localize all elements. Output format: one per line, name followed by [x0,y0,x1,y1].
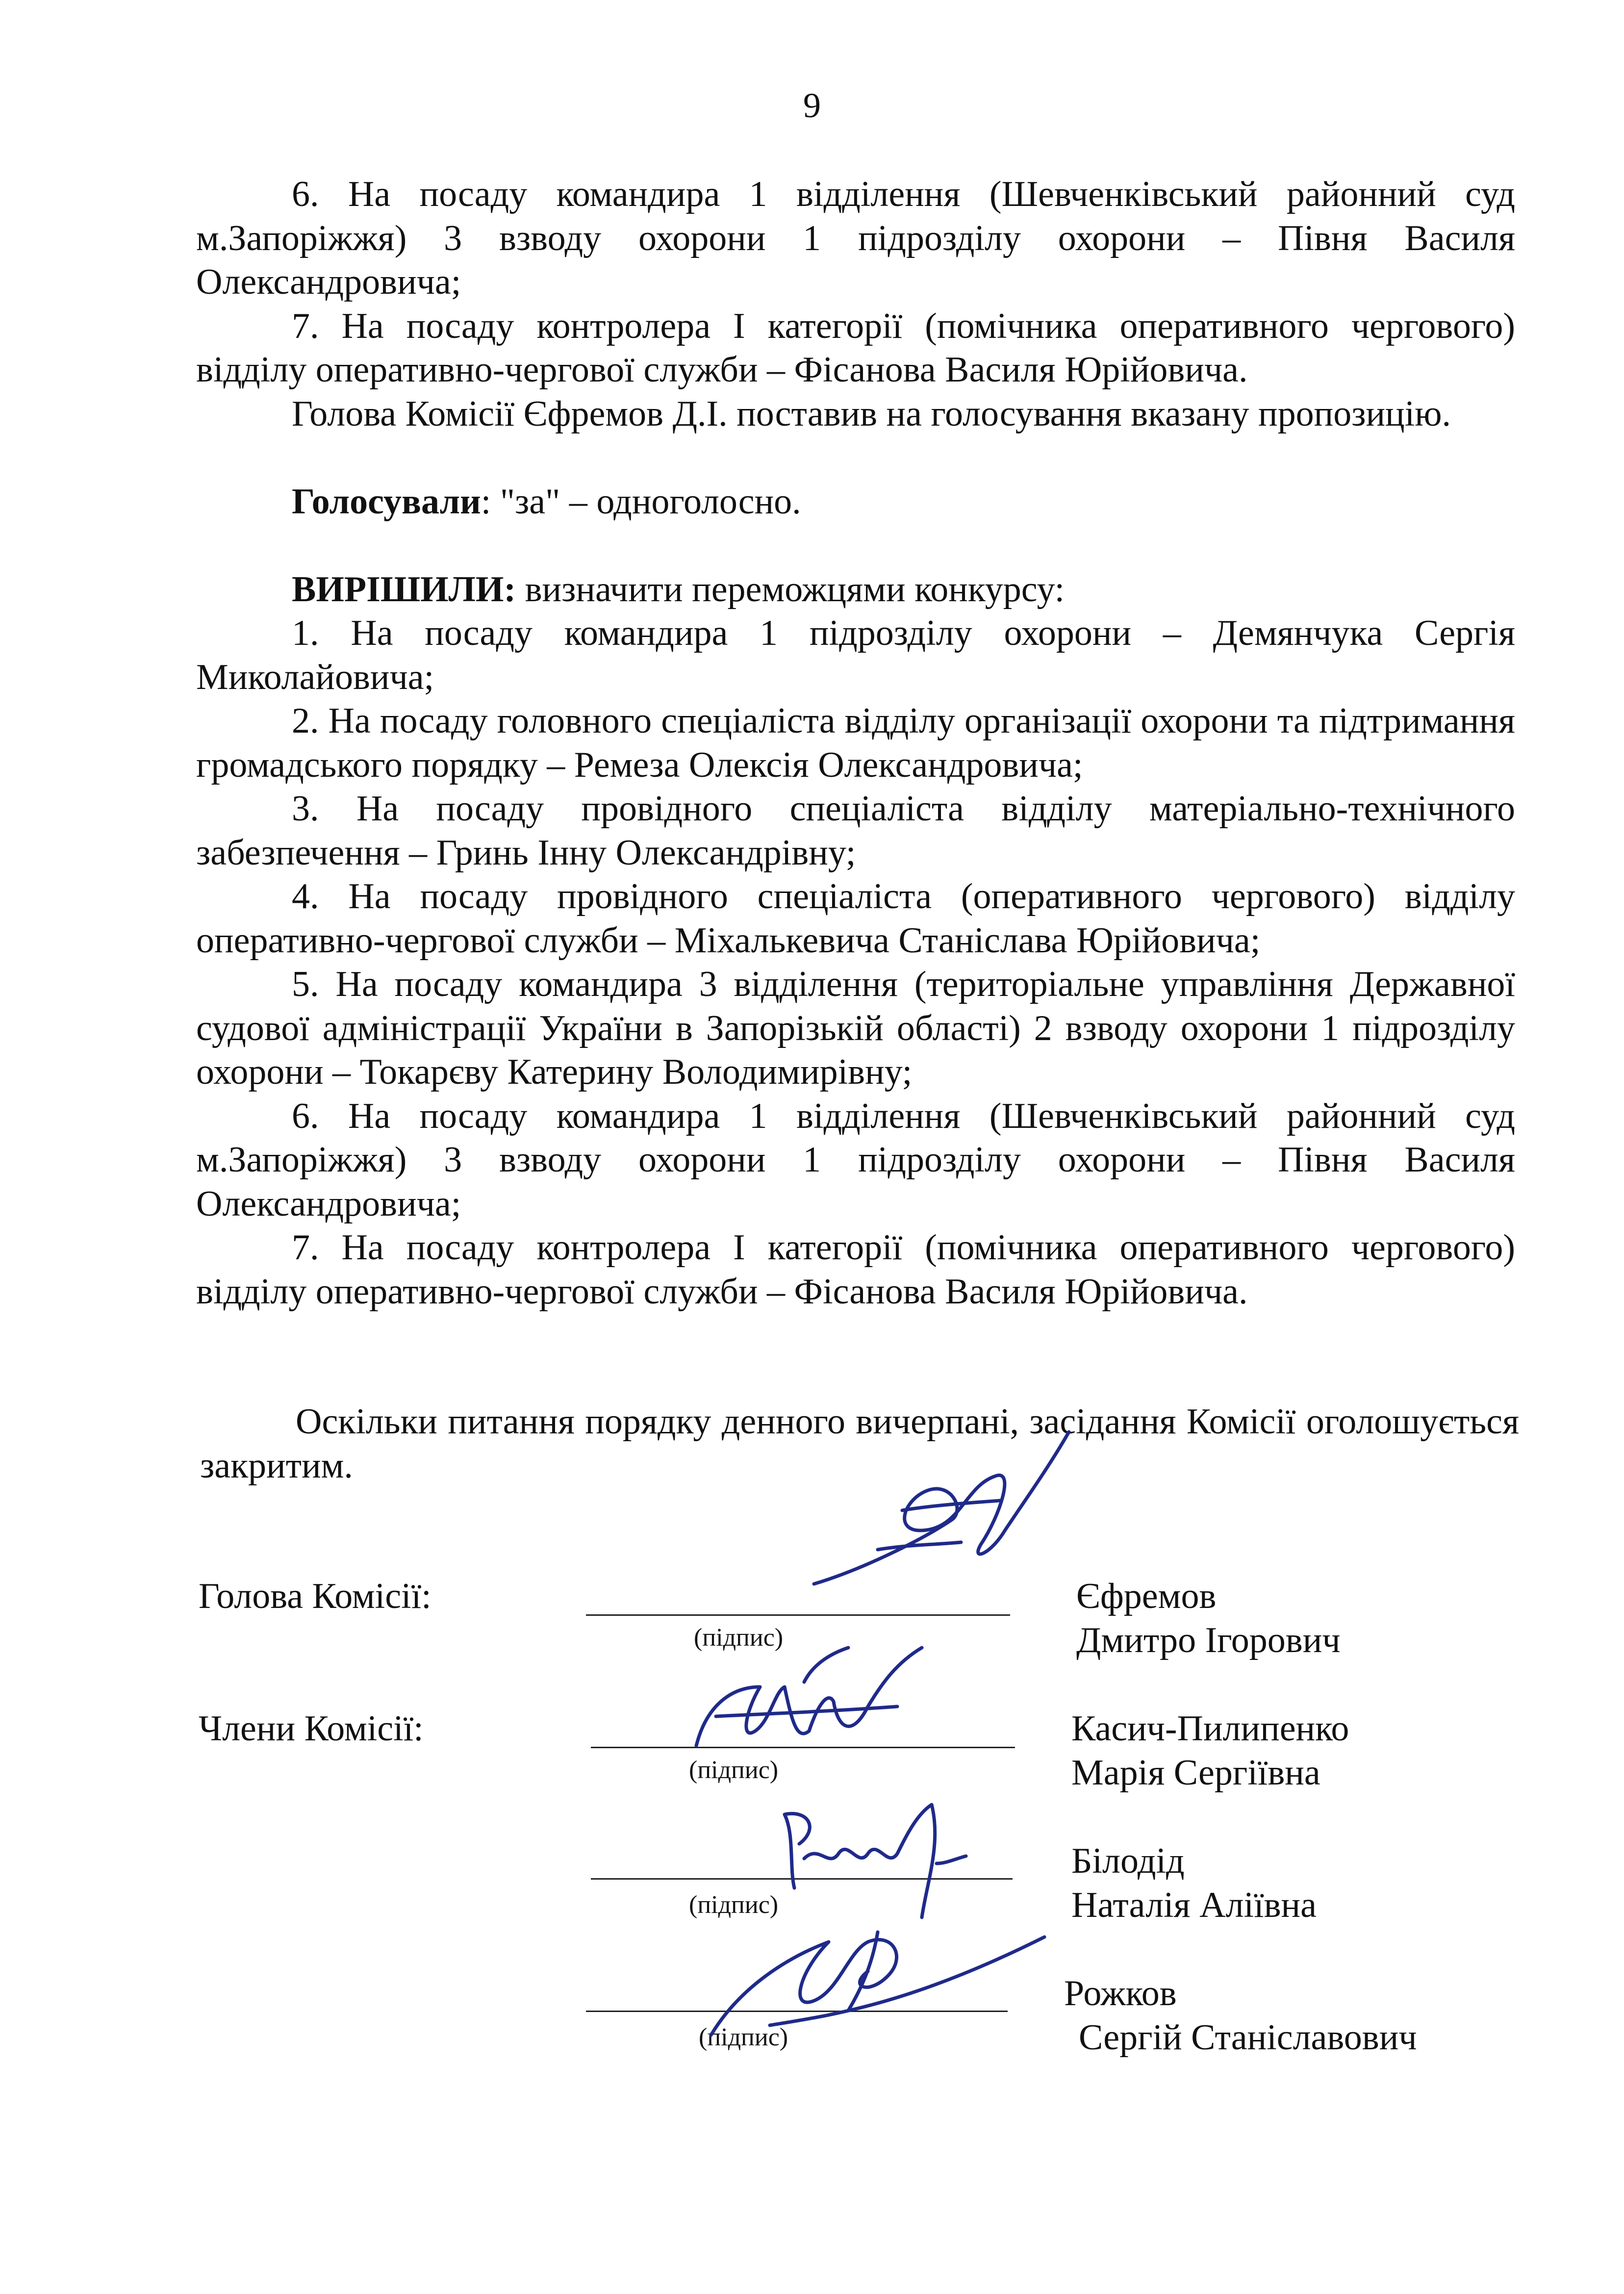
winner-item-7: 7. На посаду контролера І категорії (помічника оперативного чергового) відділу оперативно-чергової служби – Фісанова Василя Юрійовича. [196,1227,1515,1312]
chair-given-name: Дмитро Ігорович [1076,1620,1341,1660]
paragraph-item-6: 6. На посаду командира 1 відділення (Шевченківський районний суд м.Запоріжжя) 3 взводу охорони 1 підрозділу охорони – Півня Василя Олександровича; [196,174,1515,302]
signature-caption-4: (підпис) [699,2023,788,2051]
member-1-surname: Касич-Пилипенко [1071,1708,1349,1749]
winner-item-5: 5. На посаду командира 3 відділення (територіальне управління Державної судової адміністрації України в Запорізькій області) 2 взводу охорони 1 підрозділу охорони – Токарєву Катерину Володимирівну; [196,964,1515,1092]
decision-heading [196,568,1515,612]
paragraph-chair-vote-proposal: Голова Комісії Єфремов Д.І. поставив на голосування вказану пропозицію. [292,393,1451,434]
member-3-given-name: Сергій Станіславович [1079,2017,1417,2058]
member-1-given-name: Марія Сергіївна [1071,1753,1320,1793]
signature-caption-3: (підпис) [689,1891,779,1919]
winner-item-4: 4. На посаду провідного спеціаліста (оперативного чергового) відділу оперативно-чергової служби – Міхалькевича Станіслава Юрійовича; [196,876,1515,961]
paragraph-item-7: 7. На посаду контролера І категорії (помічника оперативного чергового) відділу оперативно-чергової служби – Фісанова Василя Юрійовича. [196,306,1515,390]
winner-item-3: 3. На посаду провідного спеціаліста відділу матеріально-технічного забезпечення – Гринь Інну Олександрівну; [196,789,1515,873]
vote-label: Голосували [292,481,481,522]
winner-item-6: 6. На посаду командира 1 відділення (Шевченківський районний суд м.Запоріжжя) 3 взводу охорони 1 підрозділу охорони – Півня Василя Олександровича; [196,1096,1515,1224]
handwritten-signature-chair [804,1422,1079,1608]
vote-text: : "за" – одноголосно. [481,481,801,522]
closing-paragraph: Оскільки питання порядку денного вичерпані, засідання Комісії оголошується закритим. [200,1402,1519,1486]
member-3-surname: Рожков [1064,1973,1177,2014]
vote-result [196,480,1515,524]
page-number: 9 [803,86,821,125]
signature-caption-2: (підпис) [689,1756,779,1784]
chair-label: Голова Комісії: [199,1576,431,1616]
signature-line-1 [586,1614,1010,1616]
handwritten-signature-member-1 [686,1633,941,1775]
members-label: Члени Комісії: [199,1708,424,1749]
chair-surname: Єфремов [1076,1576,1217,1616]
winner-item-2: 2. На посаду головного спеціаліста відділу організації охорони та підтримання громадського порядку – Ремеза Олексія Олександровича; [196,701,1515,785]
handwritten-signature-member-2 [765,1785,971,1927]
document-body [196,173,1515,1314]
winner-item-1: 1. На посаду командира 1 підрозділу охорони – Демянчука Сергія Миколайовича; [196,613,1515,697]
decided-text: визначити переможцями конкурсу: [516,569,1065,610]
decided-label: ВИРІШИЛИ: [292,569,516,610]
member-2-given-name: Наталія Аліївна [1071,1885,1317,1925]
signature-caption-1: (підпис) [694,1624,784,1652]
handwritten-signature-member-3 [701,1912,1049,2055]
member-2-surname: Білодід [1071,1841,1185,1881]
